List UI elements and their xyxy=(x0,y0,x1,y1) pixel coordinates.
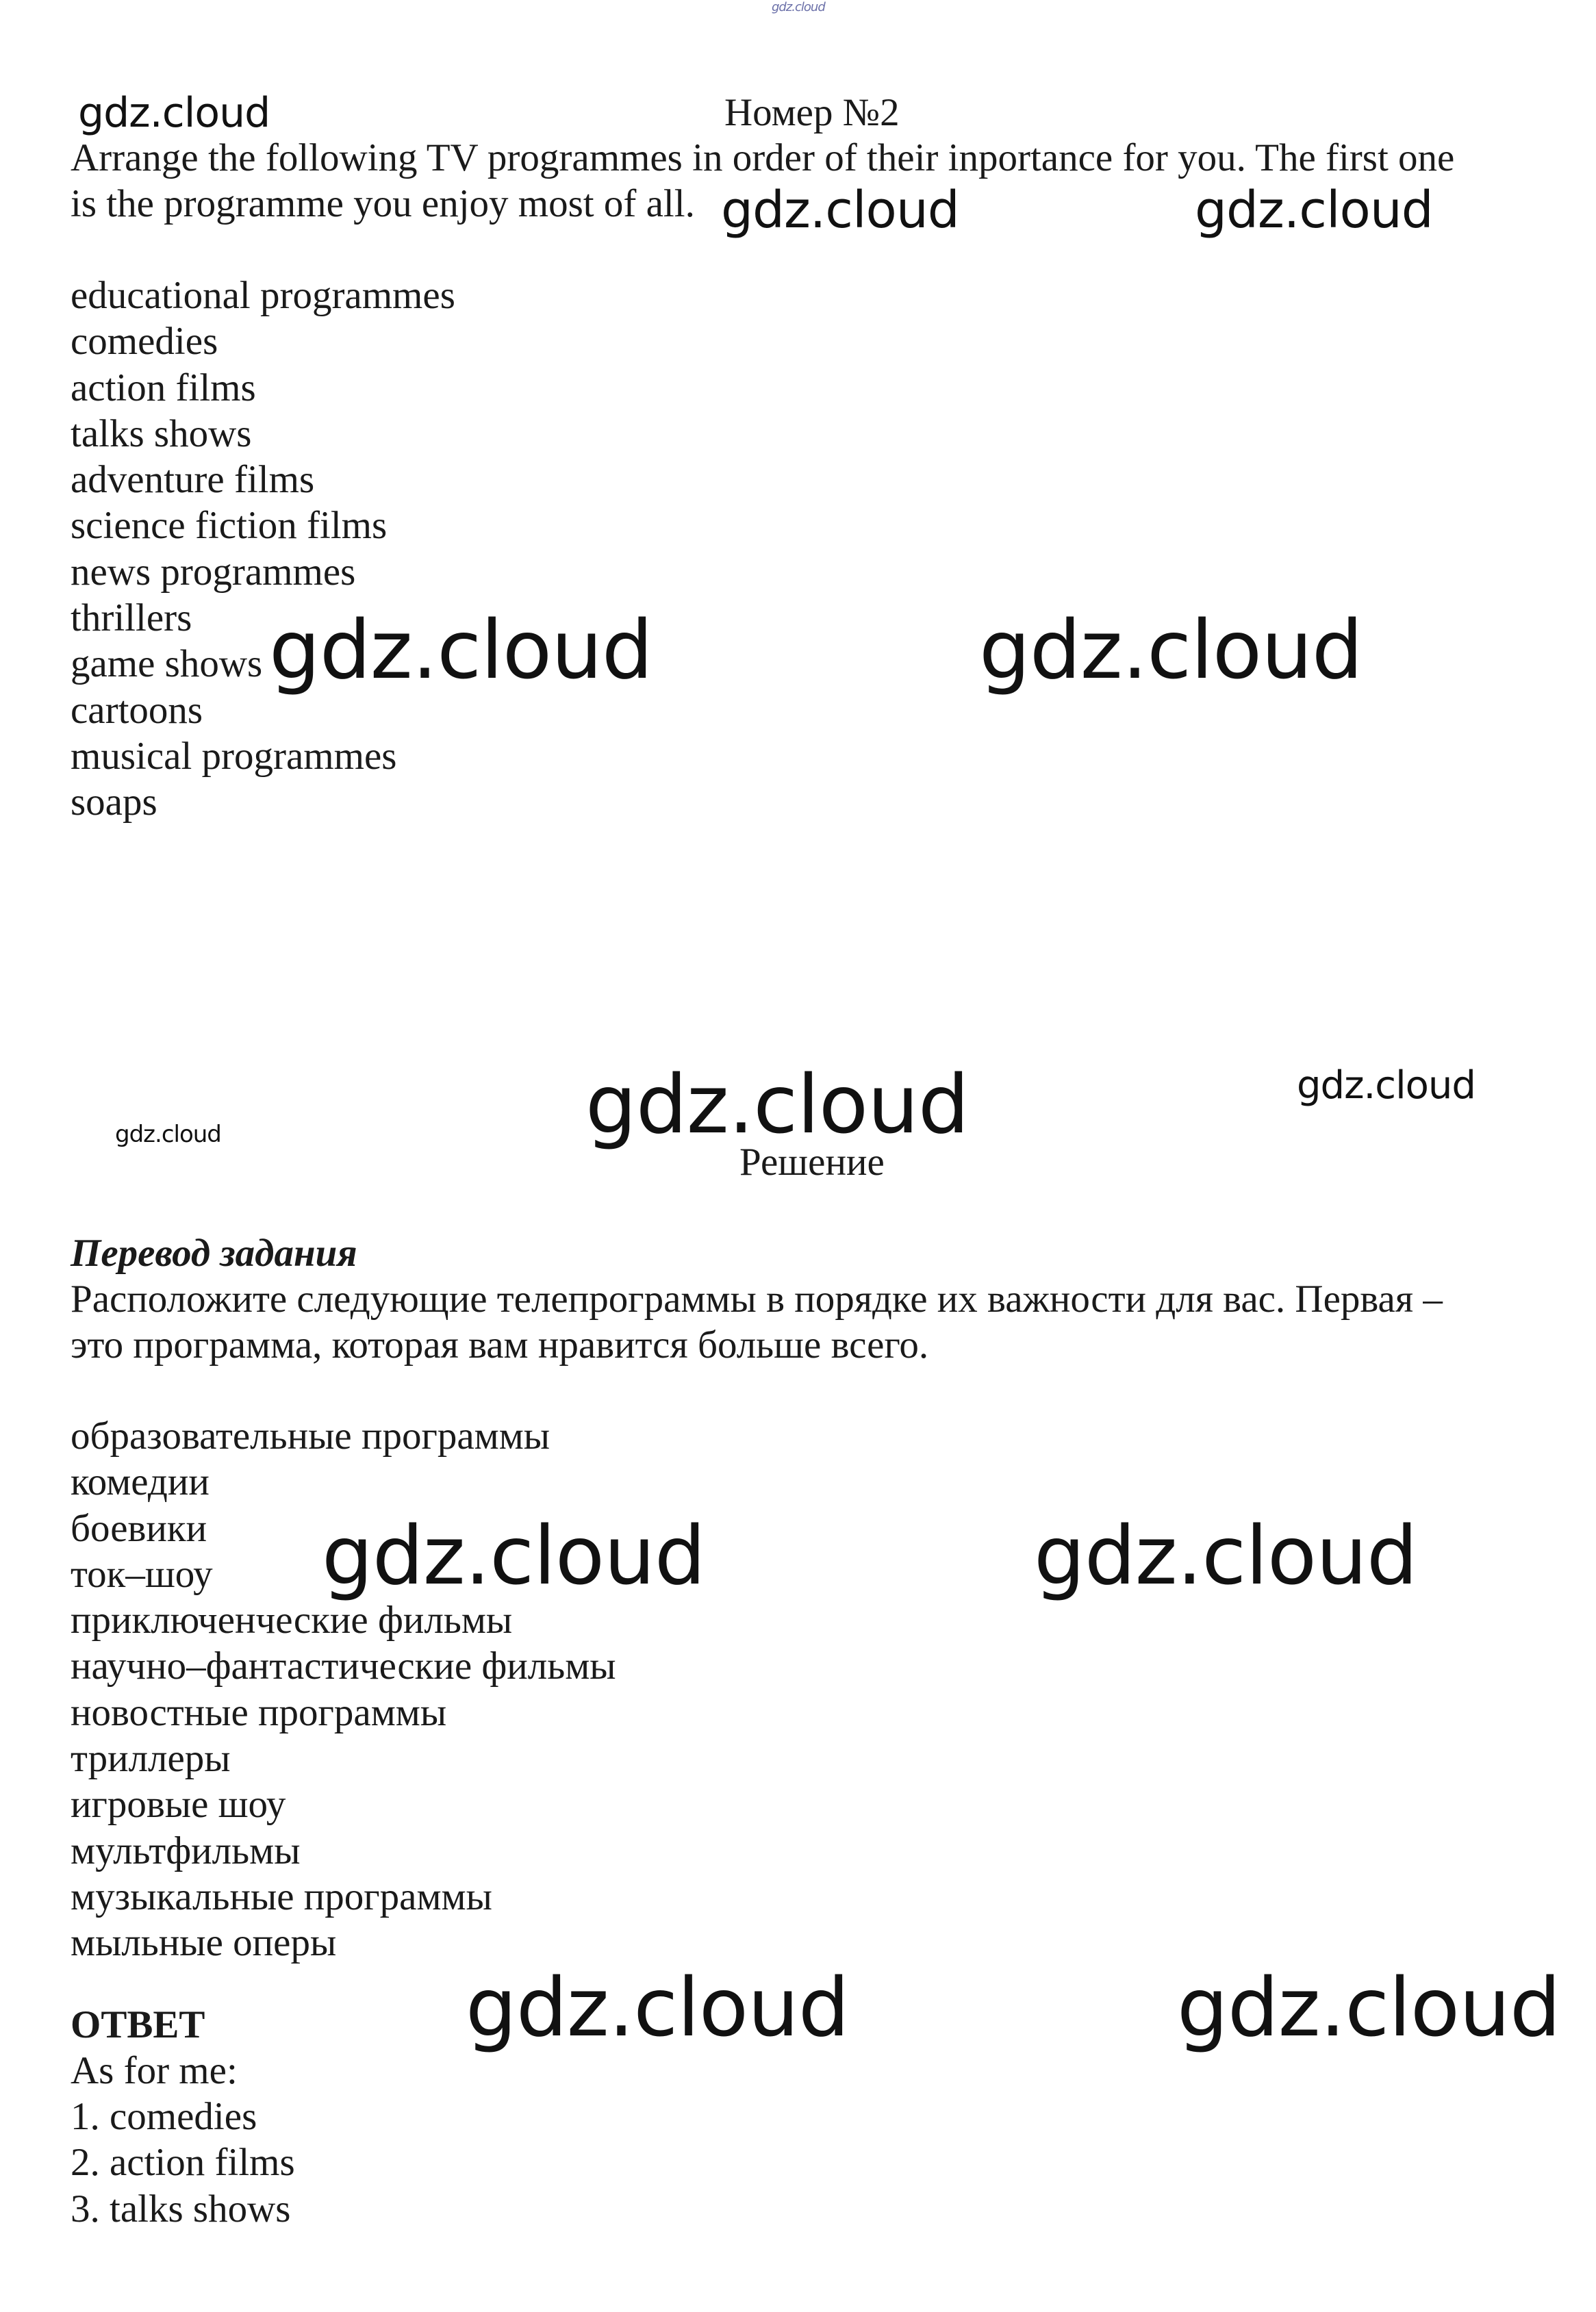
list-item: science fiction films xyxy=(71,504,388,548)
translation-line-2: это программа, которая вам нравится больше всего. xyxy=(71,1323,929,1367)
list-item: cartoons xyxy=(71,688,203,732)
translation-line-1: Расположите следующие телепрограммы в порядке их важности для вас. Первая – xyxy=(71,1278,1443,1321)
list-item: боевики xyxy=(71,1506,207,1550)
list-item: game shows xyxy=(71,642,263,686)
list-item: ток–шоу xyxy=(71,1552,213,1596)
watermark: gdz.cloud xyxy=(721,181,959,240)
answer-item: 3. talks shows xyxy=(71,2187,291,2231)
watermark: gdz.cloud xyxy=(585,1057,969,1152)
list-item: thrillers xyxy=(71,596,192,640)
list-item: soaps xyxy=(71,780,157,824)
list-item: образовательные программы xyxy=(71,1414,550,1458)
task-number-title: Номер №2 xyxy=(724,91,900,134)
watermark: gdz.cloud xyxy=(1195,181,1433,240)
watermark: gdz.cloud xyxy=(1034,1508,1417,1603)
watermark: gdz.cloud xyxy=(269,602,653,697)
watermark: gdz.cloud xyxy=(1297,1063,1475,1108)
instruction-line-2: is the programme you enjoy most of all. xyxy=(71,182,695,225)
list-item: научно–фантастические фильмы xyxy=(71,1644,616,1688)
list-item: мультфильмы xyxy=(71,1829,301,1872)
translation-heading: Перевод задания xyxy=(71,1232,357,1275)
list-item: action films xyxy=(71,366,256,409)
list-item: comedies xyxy=(71,320,218,364)
programmes-list-ru xyxy=(71,1413,616,1966)
list-item: комедии xyxy=(71,1460,210,1504)
watermark: gdz.cloud xyxy=(322,1508,705,1603)
list-item: приключенческие фильмы xyxy=(71,1599,513,1642)
list-item: мыльные оперы xyxy=(71,1921,337,1965)
watermark: gdz.cloud xyxy=(78,89,270,137)
answer-intro: As for me: xyxy=(71,2049,238,2092)
watermark: gdz.cloud xyxy=(1177,1960,1560,2055)
answer-item: 1. comedies xyxy=(71,2095,257,2138)
programmes-list-en xyxy=(71,272,455,826)
list-item: новостные программы xyxy=(71,1690,447,1734)
watermark: gdz.cloud xyxy=(466,1960,849,2055)
list-item: музыкальные программы xyxy=(71,1875,492,1918)
answer-item: 2. action films xyxy=(71,2141,295,2185)
solution-title: Решение xyxy=(739,1141,885,1184)
list-item: educational programmes xyxy=(71,274,455,317)
list-item: триллеры xyxy=(71,1737,231,1781)
list-item: musical programmes xyxy=(71,734,397,778)
answer-heading: ОТВЕТ xyxy=(71,2003,205,2046)
watermark: gdz.cloud xyxy=(979,602,1363,697)
watermark: gdz.cloud xyxy=(115,1121,221,1148)
list-item: adventure films xyxy=(71,458,315,502)
list-item: игровые шоу xyxy=(71,1783,286,1827)
list-item: news programmes xyxy=(71,550,356,594)
answer-list xyxy=(71,2094,295,2232)
instruction-line-1: Arrange the following TV programmes in order of their inportance for you. The first one xyxy=(71,136,1455,179)
list-item: talks shows xyxy=(71,411,252,455)
watermark-top: gdz.cloud xyxy=(772,0,825,14)
